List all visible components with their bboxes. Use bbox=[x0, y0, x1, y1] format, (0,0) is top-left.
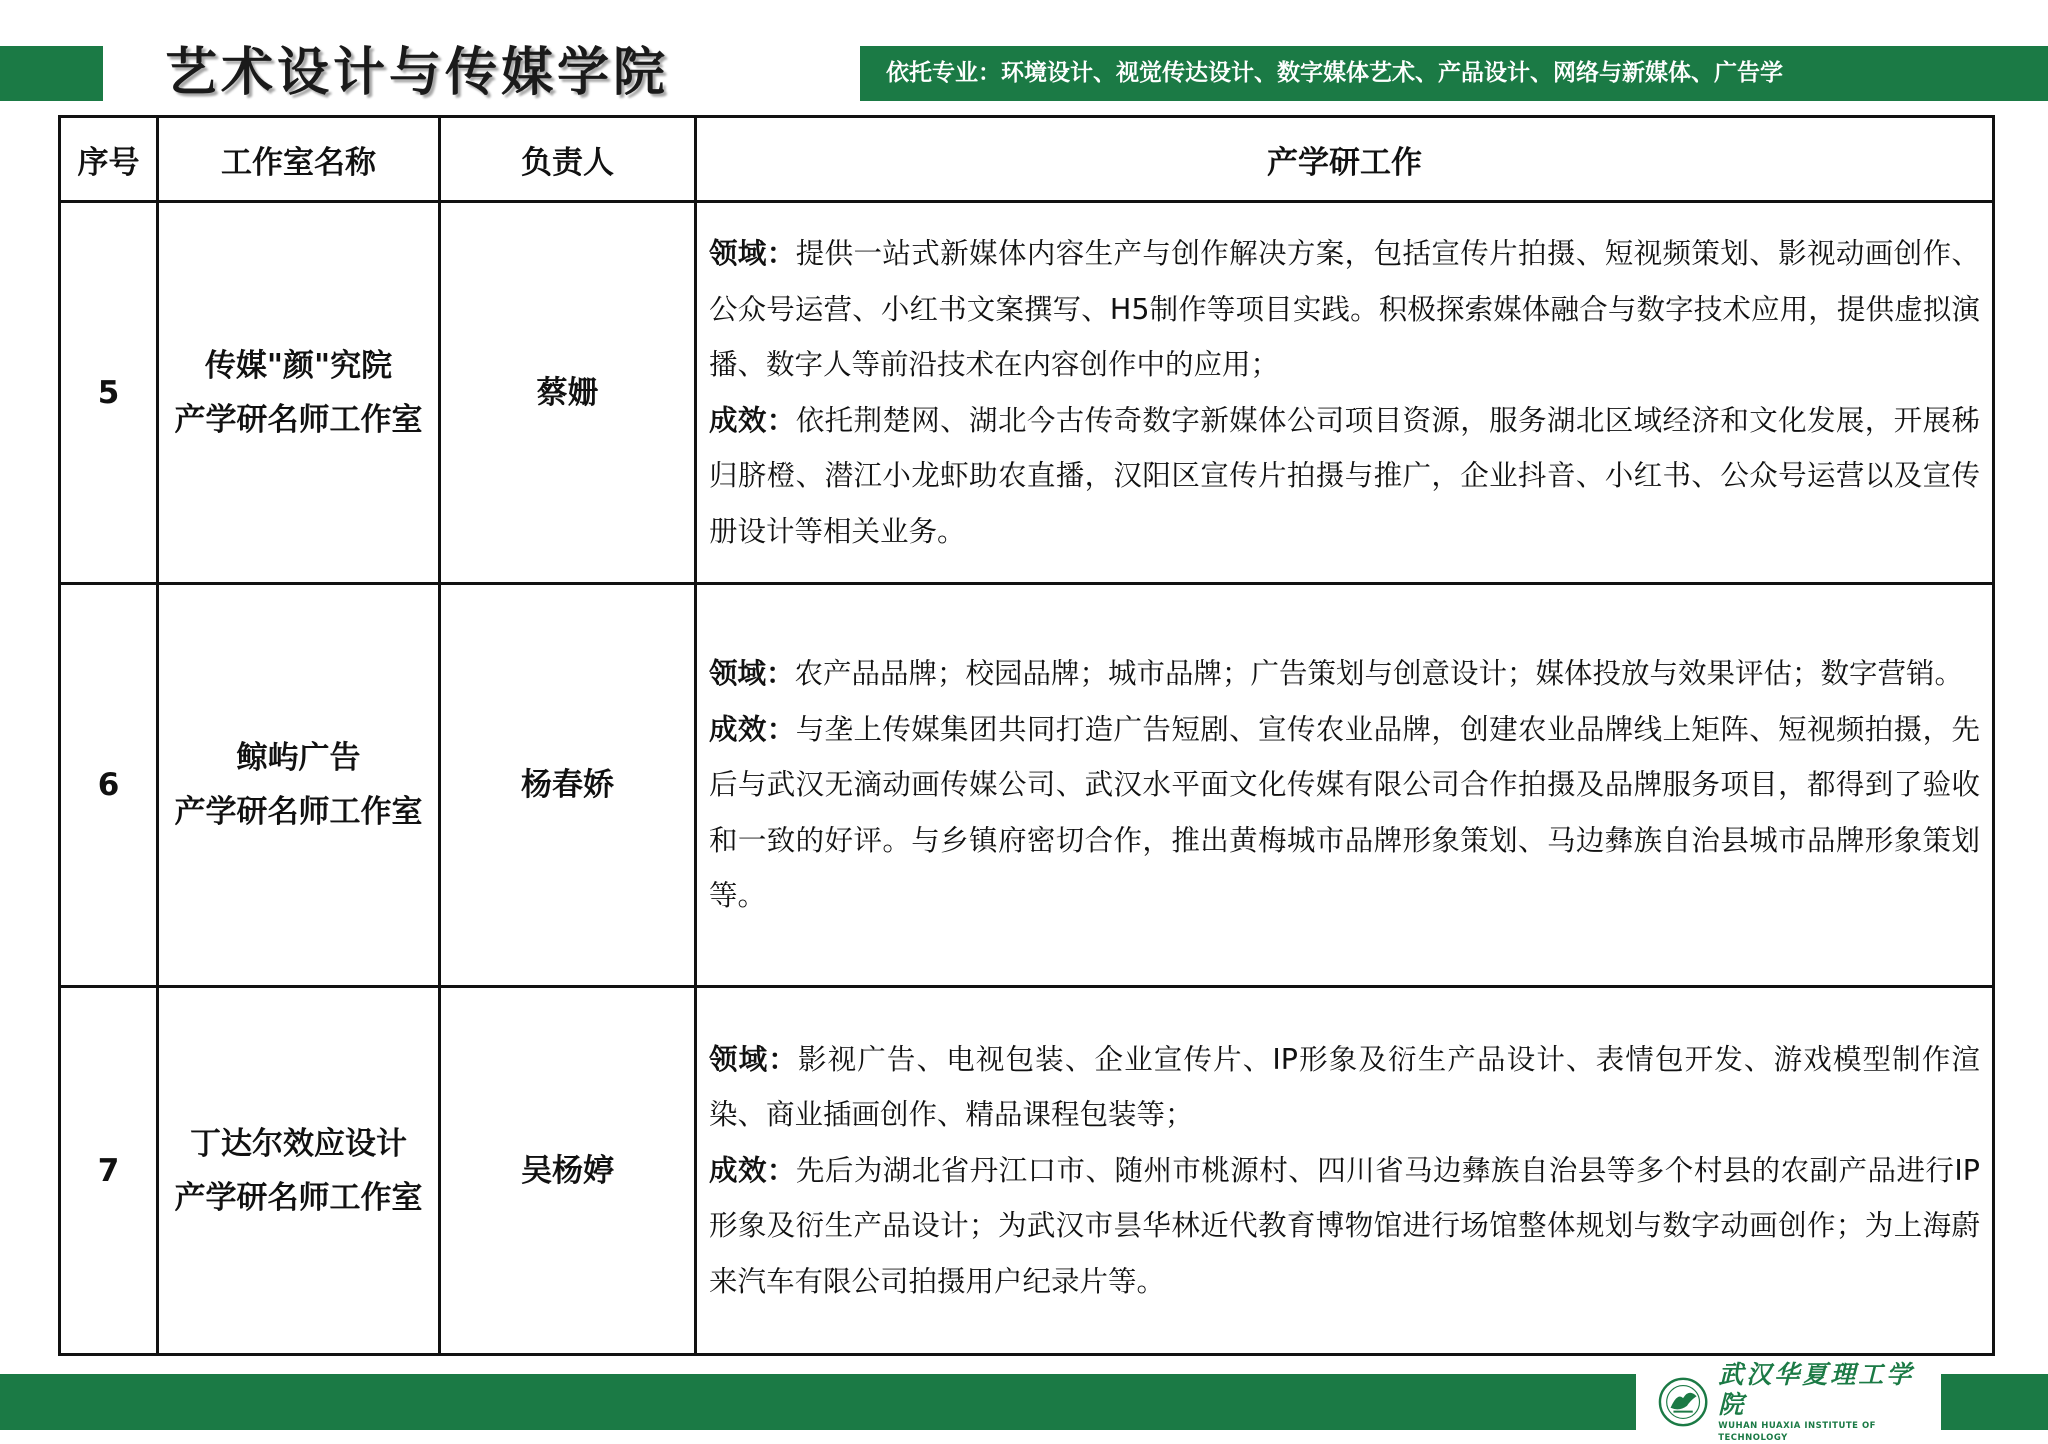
result-text: 先后为湖北省丹江口市、随州市桃源村、四川省马边彝族自治县等多个村县的农副产品进行IP形象及衍生产品设计；为武汉市昙华林近代教育博物馆进行场馆整体规划与数字动画创作；为上海蔚来汽车有限公司拍摄用户纪录片等。 bbox=[709, 1153, 1980, 1298]
studio-name bbox=[158, 202, 440, 584]
field-paragraph bbox=[709, 1032, 1980, 1143]
field-text: 影视广告、电视包装、企业宣传片、IP形象及衍生产品设计、表情包开发、游戏模型制作渲染、商业插画创作、精品课程包装等； bbox=[709, 1042, 1980, 1132]
logo-chinese-name: 武汉华夏理工学院 bbox=[1718, 1360, 1915, 1419]
result-text: 依托荆楚网、湖北今古传奇数字新媒体公司项目资源，服务湖北区域经济和文化发展，开展秭归脐橙、潜江小龙虾助农直播，汉阳区宣传片拍摄与推广，企业抖音、小红书、公众号运营以及宣传册设计等相关业务。 bbox=[709, 403, 1980, 548]
table-header-row bbox=[60, 117, 1994, 202]
row-number: 6 bbox=[60, 584, 158, 987]
header-leader: 负责人 bbox=[440, 117, 696, 202]
result-paragraph bbox=[709, 1143, 1980, 1310]
table-row bbox=[60, 584, 1994, 987]
header-work: 产学研工作 bbox=[696, 117, 1994, 202]
field-label: 领域： bbox=[709, 657, 795, 691]
row-number: 5 bbox=[60, 202, 158, 584]
field-text: 农产品品牌；校园品牌；城市品牌；广告策划与创意设计；媒体投放与效果评估；数字营销。 bbox=[794, 657, 1964, 691]
studio-name-line2: 产学研名师工作室 bbox=[174, 1179, 423, 1216]
row-number: 7 bbox=[60, 987, 158, 1355]
result-paragraph bbox=[709, 393, 1980, 560]
school-emblem-icon bbox=[1658, 1376, 1708, 1428]
leader-name: 吴杨婷 bbox=[440, 987, 696, 1355]
studio-name bbox=[158, 987, 440, 1355]
studio-name-line1: 丁达尔效应设计 bbox=[190, 1125, 407, 1162]
work-description bbox=[696, 987, 1994, 1355]
studio-name-line2: 产学研名师工作室 bbox=[174, 794, 423, 830]
field-paragraph bbox=[709, 646, 1980, 702]
logo-english-name: WUHAN HUAXIA INSTITUTE OF TECHNOLOGY bbox=[1718, 1421, 1876, 1443]
header-studio-name: 工作室名称 bbox=[158, 117, 440, 202]
studio-name-line1: 传媒"颜"究院 bbox=[204, 347, 393, 384]
logo-text bbox=[1718, 1360, 1941, 1444]
field-text: 提供一站式新媒体内容生产与创作解决方案，包括宣传片拍摄、短视频策划、影视动画创作、公众号运营、小红书文案撰写、H5制作等项目实践。积极探索媒体融合与数字技术应用，提供虚拟演播、数字人等前沿技术在内容创作中的应用； bbox=[709, 237, 1980, 381]
work-description bbox=[696, 584, 1994, 987]
header-left-accent-bar bbox=[0, 46, 103, 101]
field-paragraph bbox=[709, 226, 1980, 393]
table-row bbox=[60, 987, 1994, 1355]
result-label: 成效： bbox=[709, 712, 796, 746]
result-paragraph bbox=[709, 702, 1980, 924]
work-description bbox=[696, 202, 1994, 584]
school-logo bbox=[1636, 1360, 1941, 1443]
leader-name: 杨春娇 bbox=[440, 584, 696, 987]
leader-name: 蔡姗 bbox=[440, 202, 696, 584]
studio-name-line1: 鲸屿广告 bbox=[236, 740, 361, 776]
result-label: 成效： bbox=[709, 1153, 796, 1187]
header-no: 序号 bbox=[60, 117, 158, 202]
studio-table bbox=[58, 115, 1995, 1356]
result-label: 成效： bbox=[709, 403, 796, 437]
studio-name bbox=[158, 584, 440, 987]
table-row bbox=[60, 202, 1994, 584]
field-label: 领域： bbox=[709, 237, 796, 270]
studio-name-line2: 产学研名师工作室 bbox=[174, 401, 423, 438]
majors-banner: 依托专业：环境设计、视觉传达设计、数字媒体艺术、产品设计、网络与新媒体、广告学 bbox=[860, 46, 2048, 101]
field-label: 领域： bbox=[709, 1042, 798, 1076]
college-title: 艺术设计与传媒学院 bbox=[165, 42, 670, 103]
result-text: 与垄上传媒集团共同打造广告短剧、宣传农业品牌，创建农业品牌线上矩阵、短视频拍摄，先后与武汉无滴动画传媒公司、武汉水平面文化传媒有限公司合作拍摄及品牌服务项目，都得到了验收和一致的好评。与乡镇府密切合作，推出黄梅城市品牌形象策划、马边彝族自治县城市品牌形象策划等。 bbox=[709, 712, 1980, 913]
